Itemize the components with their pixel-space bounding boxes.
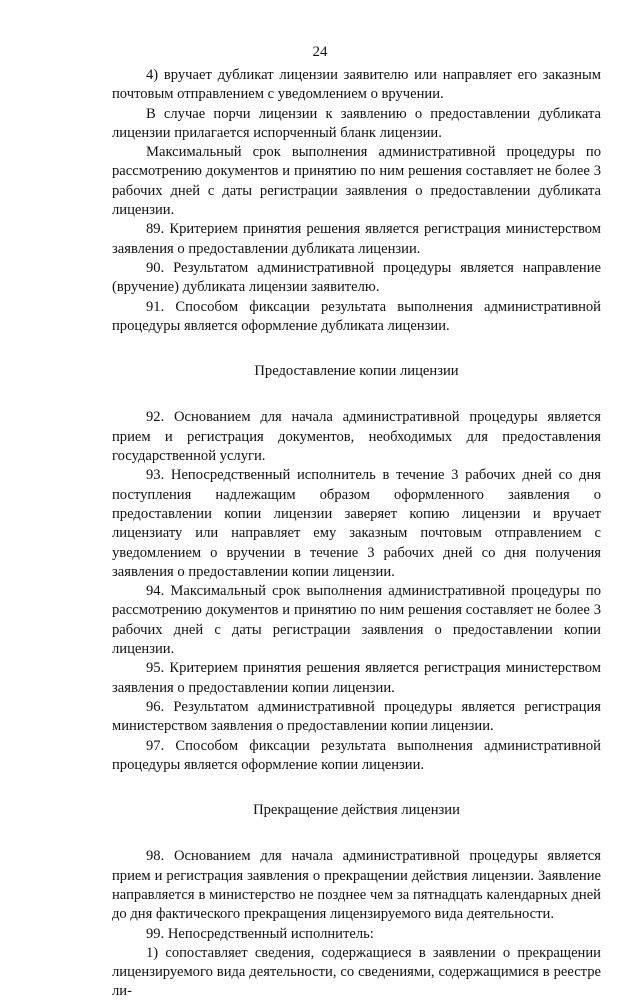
paragraph: 93. Непосредственный исполнитель в течение 3 рабочих дней со дня поступления надлежащим образом оформленного заявления о предоставлении копии лицензии заверяет копию лицензии и вручает лицензиату или направляет ему заказным почтовым отправлением с уведомлением о вручении в течение 3 рабочих дней со дня получения заявления о предоставлении копии лицензии. xyxy=(112,467,601,580)
paragraph: Максимальный срок выполнения административной процедуры по рассмотрению документов и принятию по ним решения составляет не более 3 рабочих дней с даты регистрации заявления о предоставлении дубликата лицензии. xyxy=(112,144,601,219)
paragraph: 98. Основанием для начала административной процедуры является прием и регистрация заявления о прекращении действия лицензии. Заявление направляется в министерство не позднее чем за пятнадцать календарных дней до дня фактического прекращения лицензируемого вида деятельности. xyxy=(112,848,601,923)
paragraph: В случае порчи лицензии к заявлению о предоставлении дубликата лицензии прилагается испорченный бланк лицензии. xyxy=(112,105,601,141)
page-number: 24 xyxy=(312,44,328,60)
paragraph: 89. Критерием принятия решения является регистрация министерством заявления о предоставлении дубликата лицензии. xyxy=(112,221,601,257)
paragraph: 99. Непосредственный исполнитель: xyxy=(146,925,374,942)
paragraph: 91. Способом фиксации результата выполнения административной процедуры является оформление дубликата лицензии. xyxy=(112,298,601,334)
paragraph: 1) сопоставляет сведения, содержащиеся в заявлении о прекращении лицензируемого вида деятельности, со сведениями, содержащимися в реестре ли- xyxy=(112,944,601,1000)
paragraph: 95. Критерием принятия решения является регистрация министерством заявления о предоставлении копии лицензии. xyxy=(112,660,601,696)
paragraph: 97. Способом фиксации результата выполнения административной процедуры является оформление копии лицензии. xyxy=(112,737,601,773)
paragraph: 90. Результатом административной процедуры является направление (вручение) дубликата лицензии заявителю. xyxy=(112,259,601,296)
section-heading: Прекращение действия лицензии xyxy=(253,802,460,819)
page-body xyxy=(112,66,601,1002)
paragraph: 92. Основанием для начала административной процедуры является прием и регистрация документов, необходимых для предоставления государственной услуги. xyxy=(112,409,601,465)
section-heading: Предоставление копии лицензии xyxy=(254,363,459,380)
paragraph: 4) вручает дубликат лицензии заявителю или направляет его заказным почтовым отправлением с уведомлением о вручении. xyxy=(112,67,601,103)
paragraph: 96. Результатом административной процедуры является регистрация министерством заявления о предоставлении копии лицензии. xyxy=(112,698,601,735)
paragraph: 94. Максимальный срок выполнения административной процедуры по рассмотрению документов и принятию по ним решения составляет не более 3 рабочих дней с даты регистрации заявления о предоставлении копии лицензии. xyxy=(112,583,601,658)
